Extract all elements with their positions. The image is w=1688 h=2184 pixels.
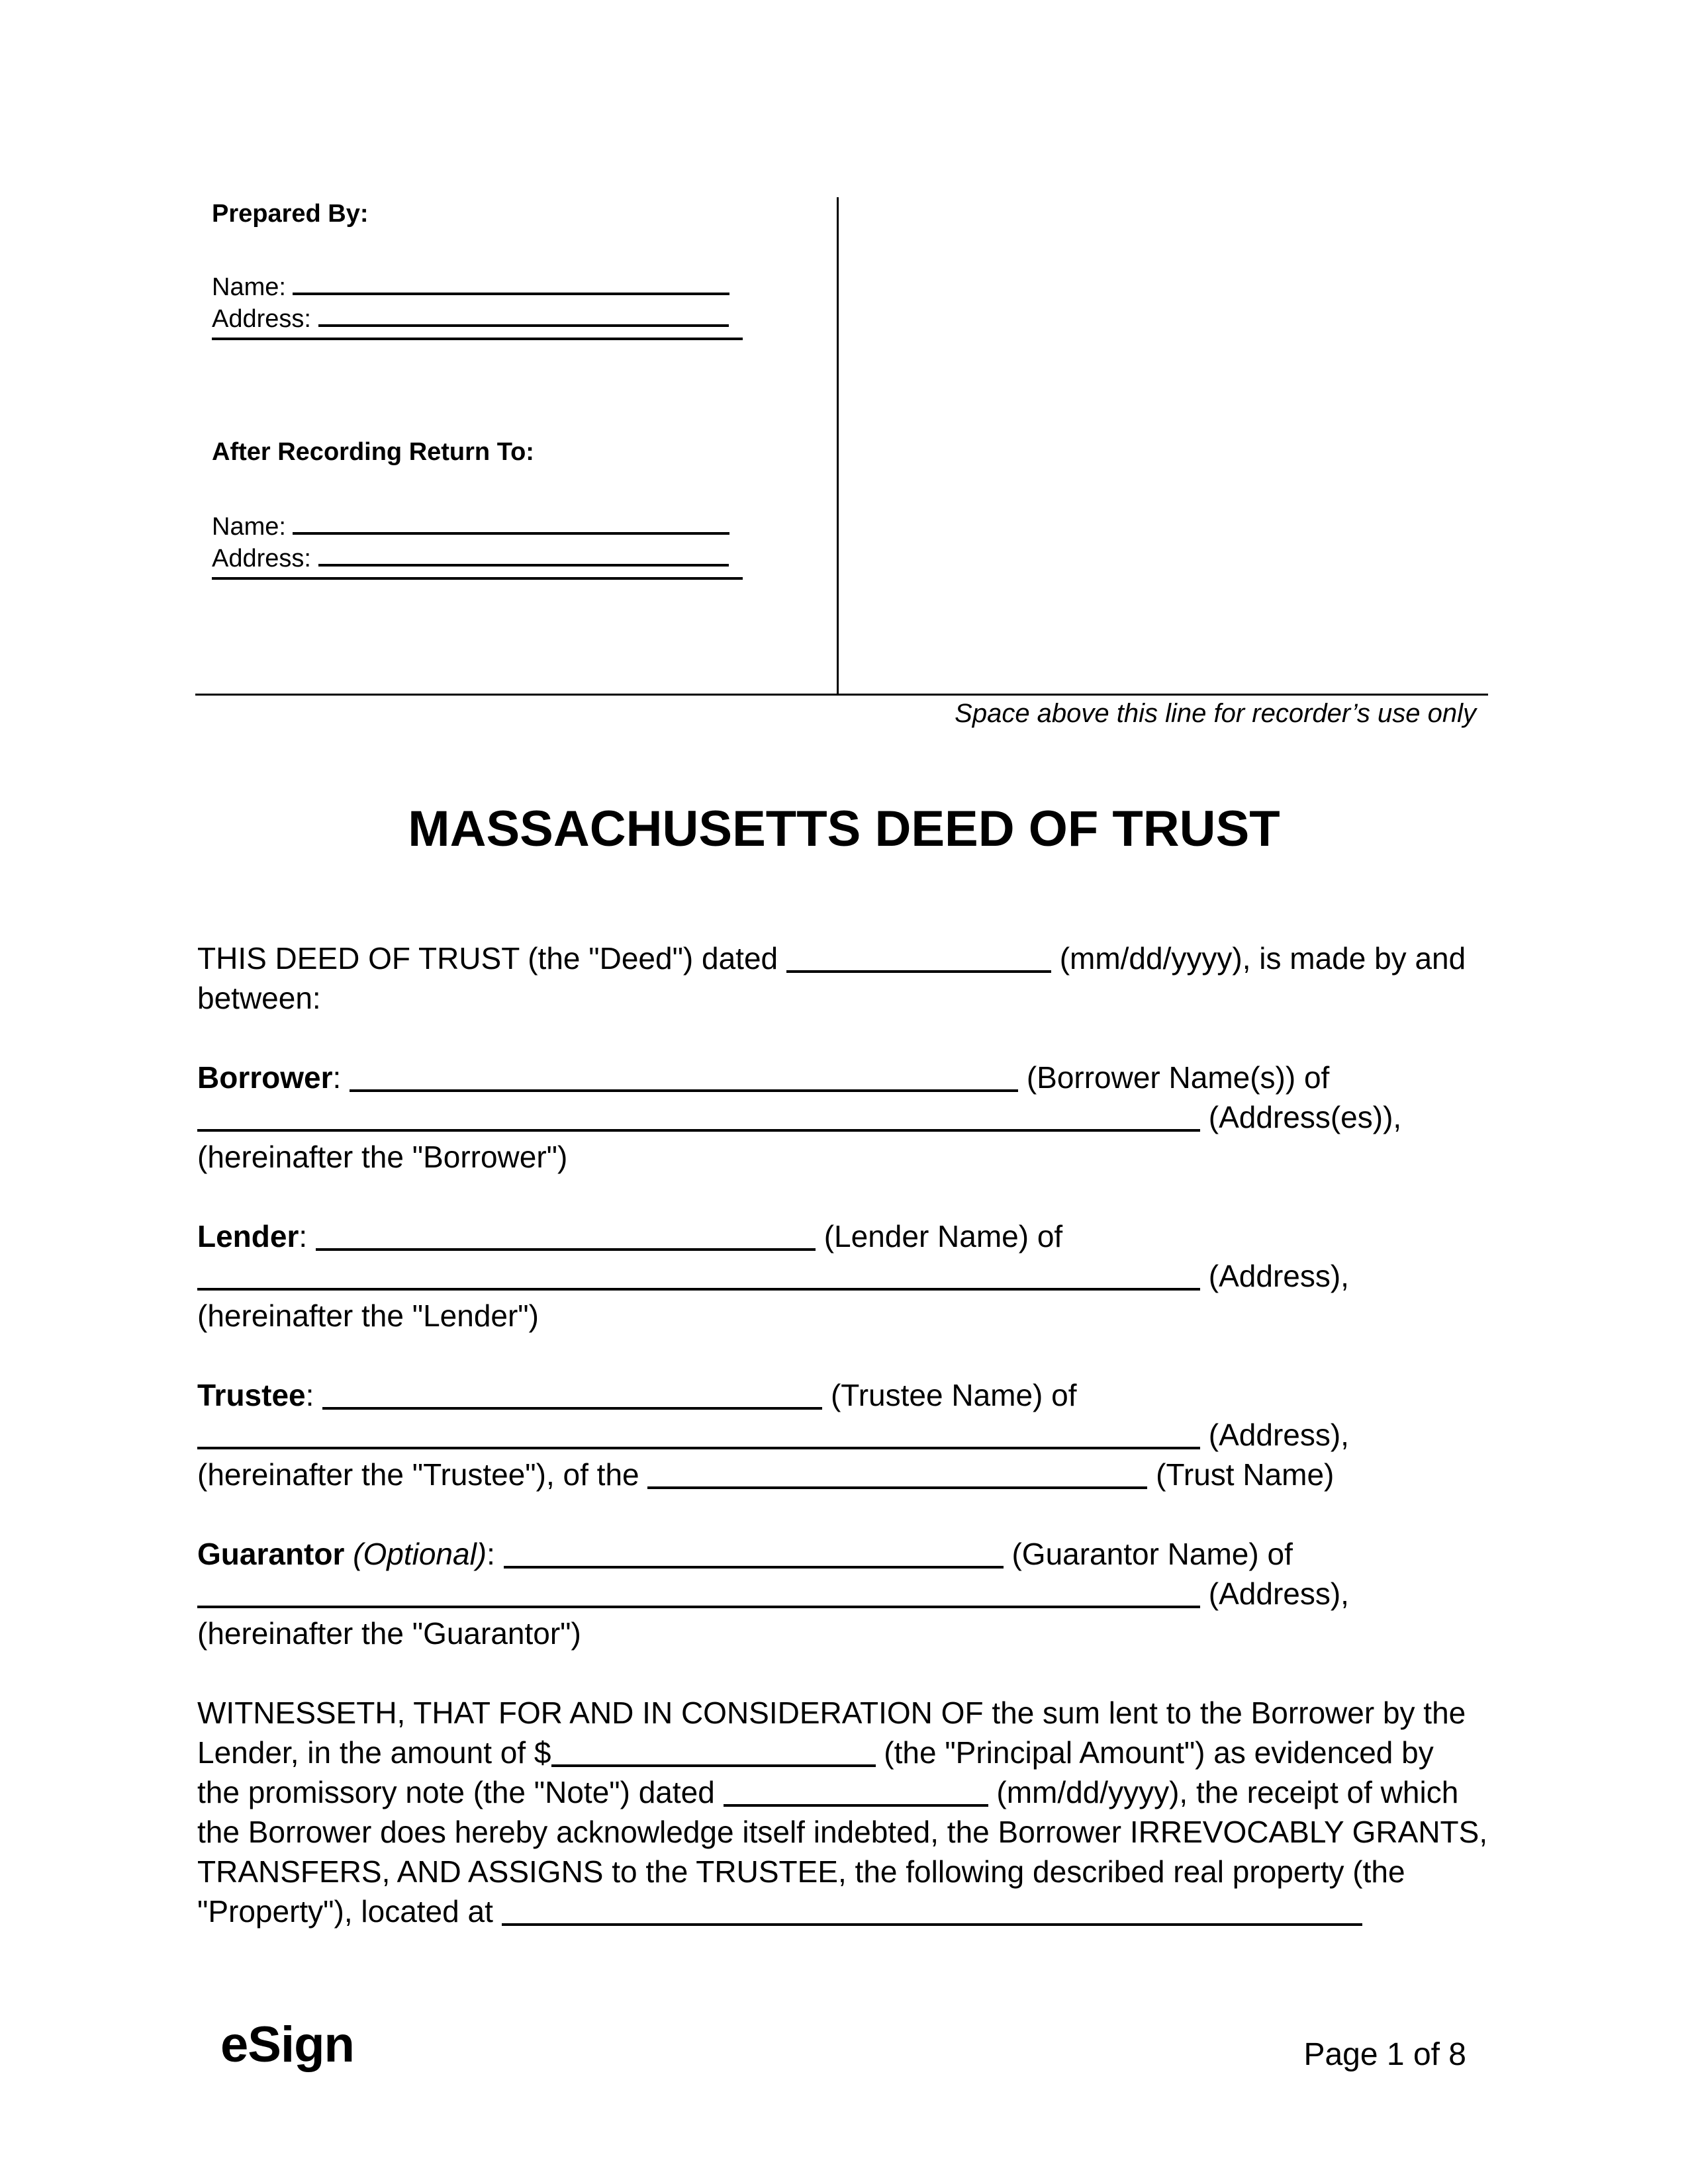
trustee-line-2: (Address), [197,1415,1495,1455]
guarantor-address-field[interactable] [197,1579,1200,1608]
property-location-field[interactable] [502,1897,1362,1926]
name-label: Name: [212,513,286,541]
deed-body [197,938,1495,1931]
return-to-name-field[interactable] [293,510,729,535]
borrower-line-2: (Address(es)), [197,1097,1495,1137]
trustee-line-1: Trustee: (Trustee Name) of [197,1378,1077,1412]
document-title: MASSACHUSETTS DEED OF TRUST [408,801,1280,857]
borrower-line-3: (hereinafter the "Borrower") [197,1140,568,1174]
name-label: Name: [212,273,286,301]
lender-line-3: (hereinafter the "Lender") [197,1298,539,1333]
address-label: Address: [212,545,311,572]
return-to-address-row [212,541,729,574]
guarantor-optional: (Optional) [353,1537,487,1571]
guarantor-label: Guarantor [197,1537,345,1571]
prepared-by-address-row [212,302,729,334]
witness-line-2: Lender, in the amount of $ (the "Principal Amount") as evidenced by [197,1735,1434,1770]
lender-line-1: Lender: (Lender Name) of [197,1219,1063,1253]
deed-date-field[interactable] [786,944,1051,973]
borrower-address-field[interactable] [197,1103,1200,1132]
prepared-by-name-field[interactable] [293,270,729,295]
witness-line-3: the promissory note (the "Note") dated (mm/dd/yyyy), the receipt of which [197,1775,1459,1809]
trustee-address-field[interactable] [197,1420,1200,1449]
borrower-name-field[interactable] [350,1063,1018,1092]
address-label: Address: [212,305,311,333]
guarantor-line-3: (hereinafter the "Guarantor") [197,1616,581,1651]
esign-logo: eSign [220,2017,354,2073]
prepared-by-address-line2[interactable] [212,338,743,340]
trustee-label: Trustee [197,1378,306,1412]
recorder-horizontal-divider [195,694,1488,696]
prepared-by-heading: Prepared By: [212,200,369,228]
return-to-address-line2[interactable] [212,577,743,580]
witness-line-4: the Borrower does hereby acknowledge itself indebted, the Borrower IRREVOCABLY GRANTS, [197,1815,1488,1849]
return-to-name-row [212,510,729,542]
lender-label: Lender [197,1219,299,1253]
trustee-line-3: (hereinafter the "Trustee"), of the (Trust Name) [197,1457,1335,1492]
recorder-vertical-divider [837,197,839,695]
lender-line-2: (Address), [197,1256,1495,1296]
after-recording-heading: After Recording Return To: [212,438,534,466]
intro-line-2: between: [197,981,321,1015]
intro-line-1: THIS DEED OF TRUST (the "Deed") dated (mm/dd/yyyy), is made by and [197,941,1466,976]
note-date-field[interactable] [724,1778,988,1807]
trust-name-field[interactable] [647,1460,1147,1489]
witness-line-1: WITNESSETH, THAT FOR AND IN CONSIDERATION OF the sum lent to the Borrower by the [197,1696,1466,1730]
lender-address-field[interactable] [197,1261,1200,1291]
guarantor-name-field[interactable] [504,1539,1004,1569]
lender-name-field[interactable] [316,1222,816,1251]
borrower-line-1: Borrower: (Borrower Name(s)) of [197,1060,1330,1095]
witness-line-5: TRANSFERS, AND ASSIGNS to the TRUSTEE, the following described real property (the [197,1854,1405,1889]
return-to-address-field[interactable] [318,541,729,567]
recorder-note: Space above this line for recorder’s use only [955,699,1476,728]
guarantor-line-2: (Address), [197,1574,1495,1614]
trustee-name-field[interactable] [322,1381,822,1410]
principal-amount-field[interactable] [551,1738,876,1767]
witness-line-6: "Property"), located at [197,1891,1495,1931]
borrower-label: Borrower [197,1060,333,1095]
page-number: Page 1 of 8 [1303,2037,1466,2072]
guarantor-line-1: Guarantor (Optional): (Guarantor Name) of [197,1537,1293,1571]
prepared-by-address-field[interactable] [318,302,729,327]
prepared-by-name-row [212,270,729,302]
